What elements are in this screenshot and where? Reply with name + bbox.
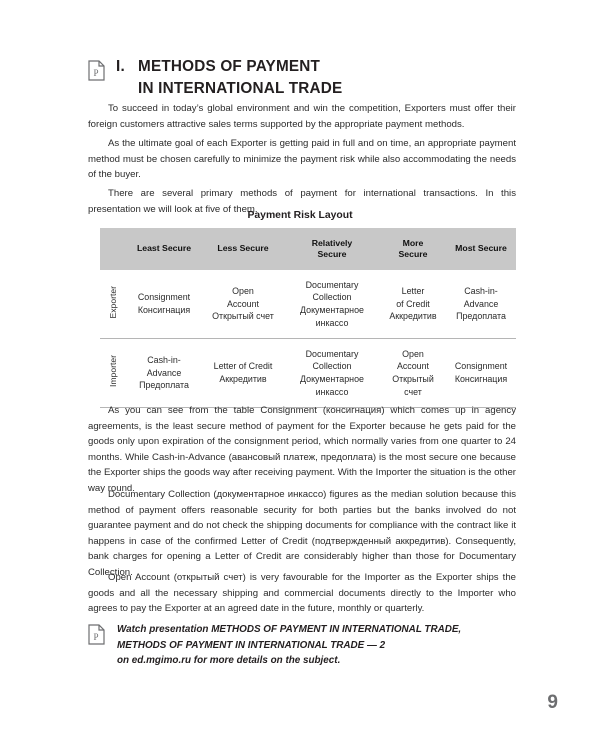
cell-ru-line1: Консигнация bbox=[137, 305, 191, 315]
cell-ru-line1: Предоплата bbox=[456, 311, 506, 322]
table-cell bbox=[126, 270, 202, 339]
payment-risk-table bbox=[100, 228, 516, 408]
table-header-corner bbox=[100, 228, 126, 270]
cell-ru-line1: Консигнация bbox=[454, 374, 508, 384]
svg-text:P: P bbox=[93, 632, 99, 642]
cell-en-line1: Letter bbox=[401, 286, 425, 297]
table-cell bbox=[446, 339, 516, 408]
cell-en-line1: Cash-in- bbox=[147, 355, 181, 366]
header-label-line2: Secure bbox=[398, 249, 428, 259]
callout-text bbox=[117, 622, 461, 669]
table-row bbox=[100, 270, 516, 339]
header-label-line1: Less Secure bbox=[217, 243, 269, 254]
table-header-cell bbox=[284, 228, 380, 270]
cell-en-line2: Collection bbox=[312, 292, 352, 303]
table-cell bbox=[380, 270, 446, 339]
presentation-callout bbox=[88, 622, 518, 669]
cell-en-line1: Documentary bbox=[305, 279, 359, 290]
table-cell bbox=[126, 339, 202, 408]
table-cell bbox=[284, 270, 380, 339]
cell-ru-line1: Предоплата bbox=[139, 380, 189, 391]
page-number: 9 bbox=[547, 692, 558, 713]
table-header-cell bbox=[380, 228, 446, 270]
row-label-exporter bbox=[100, 270, 126, 339]
page-title bbox=[116, 56, 342, 99]
cell-en-line1: Letter of Credit bbox=[213, 361, 273, 372]
row-label-text: Exporter bbox=[107, 285, 118, 319]
document-presentation-icon bbox=[88, 60, 105, 81]
cell-en-line2: of Credit bbox=[396, 298, 430, 309]
header-label-line1: More bbox=[402, 237, 424, 248]
cell-ru-line2: инкассо bbox=[315, 386, 349, 397]
callout-line-2: METHODS OF PAYMENT IN INTERNATIONAL TRADE — 2 bbox=[117, 639, 386, 651]
table-cell bbox=[380, 339, 446, 408]
header-label-line1: Least Secure bbox=[136, 243, 192, 254]
heading-line-1 bbox=[116, 56, 342, 78]
cell-ru-line2: инкассо bbox=[315, 317, 349, 328]
cell-ru-line1: Аккредитив bbox=[389, 311, 437, 322]
cell-en-line2: Account bbox=[226, 298, 260, 309]
header-label-line2: Secure bbox=[317, 249, 347, 259]
callout-line-3: on ed.mgimo.ru for more details on the subject. bbox=[117, 655, 341, 667]
cell-en-line2: Advance bbox=[146, 367, 182, 378]
document-presentation-icon bbox=[88, 624, 105, 645]
row-label-importer bbox=[100, 339, 126, 408]
cell-en-line1: Cash-in- bbox=[464, 286, 498, 297]
cell-en-line1: Documentary bbox=[305, 348, 359, 359]
table-header-cell bbox=[202, 228, 284, 270]
paragraph-intro-1: To succeed in today’s global environment and win the competition, Exporters must offer their foreign customers attractive sales terms supported by the appropriate payment methods. bbox=[88, 103, 516, 130]
table-title: Payment Risk Layout bbox=[247, 210, 353, 221]
cell-ru-line1: Открытый bbox=[392, 374, 434, 384]
cell-ru-line1: Документарное bbox=[300, 374, 364, 384]
heading-title-line1: METHODS OF PAYMENT bbox=[138, 58, 321, 75]
cell-en-line1: Consignment bbox=[137, 292, 191, 303]
table-cell bbox=[446, 270, 516, 339]
svg-text:P: P bbox=[93, 68, 99, 78]
callout-line-1: Watch presentation METHODS OF PAYMENT IN INTERNATIONAL TRADE, bbox=[117, 624, 462, 635]
section-heading bbox=[88, 56, 528, 99]
cell-ru-line2: счет bbox=[404, 386, 422, 397]
heading-title-line2: IN INTERNATIONAL TRADE bbox=[138, 79, 343, 97]
paragraph-body-1: As you can see from the table Consignment (консигнация) which comes up in agency agreements, is the least secure method of payment for the Exporter because he gets paid for the goods only upon expiration of the consignment period, which normally varies from one quarter to 24 months. While Cash-in-Advance (авансовый платеж, предоплата) is the most secure one because the Exporter ships the goods way after receiving payment. With the Importer the situation is the other way round. bbox=[88, 405, 516, 494]
cell-en-line1: Open bbox=[232, 286, 254, 297]
cell-en-line1: Open bbox=[402, 348, 424, 359]
table-cell bbox=[202, 270, 284, 339]
table-cell bbox=[284, 339, 380, 408]
header-label-line1: Relatively bbox=[311, 237, 353, 248]
paragraph-intro-3: There are several primary methods of payment for international transactions. In this presentation we will look at five of them. bbox=[88, 188, 516, 215]
table-header-cell bbox=[446, 228, 516, 270]
paragraph-intro-2: As the ultimate goal of each Exporter is getting paid in full and on time, an appropriate payment method must be chosen carefully to minimize the payment risk while also accommodating the needs of the buyer. bbox=[88, 138, 516, 181]
cell-ru-line1: Аккредитив bbox=[219, 374, 267, 384]
cell-en-line2: Account bbox=[396, 361, 430, 372]
heading-numeral: I. bbox=[116, 58, 125, 75]
cell-ru-line1: Документарное bbox=[300, 305, 364, 315]
table-header-row bbox=[100, 228, 516, 270]
table-row bbox=[100, 339, 516, 408]
paragraph-body-2: Documentary Collection (документарное инкассо) figures as the median solution because this method of payment offers reasonable security for both parties but the banks involved do not guarantee payment and do not check the shipping documents for compliance with the contract like it happens in case of the confirmed Letter of Credit (подтвержденный аккредитив). Consequently, bank charges for opening a Letter of Credit are considerably higher than those for Documentary Collection. bbox=[88, 489, 516, 578]
row-label-text: Importer bbox=[107, 355, 118, 388]
table-header-cell bbox=[126, 228, 202, 270]
paragraph-body-3: Open Account (открытый счет) is very favourable for the Importer as the Exporter ships the goods and all the necessary shipping and commercial documents directly to the Importer who agrees to pay the Exporter at an agreed date in the future, monthly or quarterly. bbox=[88, 572, 516, 615]
cell-en-line2: Collection bbox=[312, 361, 352, 372]
header-label-line1: Most Secure bbox=[455, 243, 507, 254]
cell-en-line1: Consignment bbox=[454, 361, 508, 372]
table-cell bbox=[202, 339, 284, 408]
cell-ru-line1: Открытый счет bbox=[212, 311, 274, 322]
cell-en-line2: Advance bbox=[463, 298, 499, 309]
